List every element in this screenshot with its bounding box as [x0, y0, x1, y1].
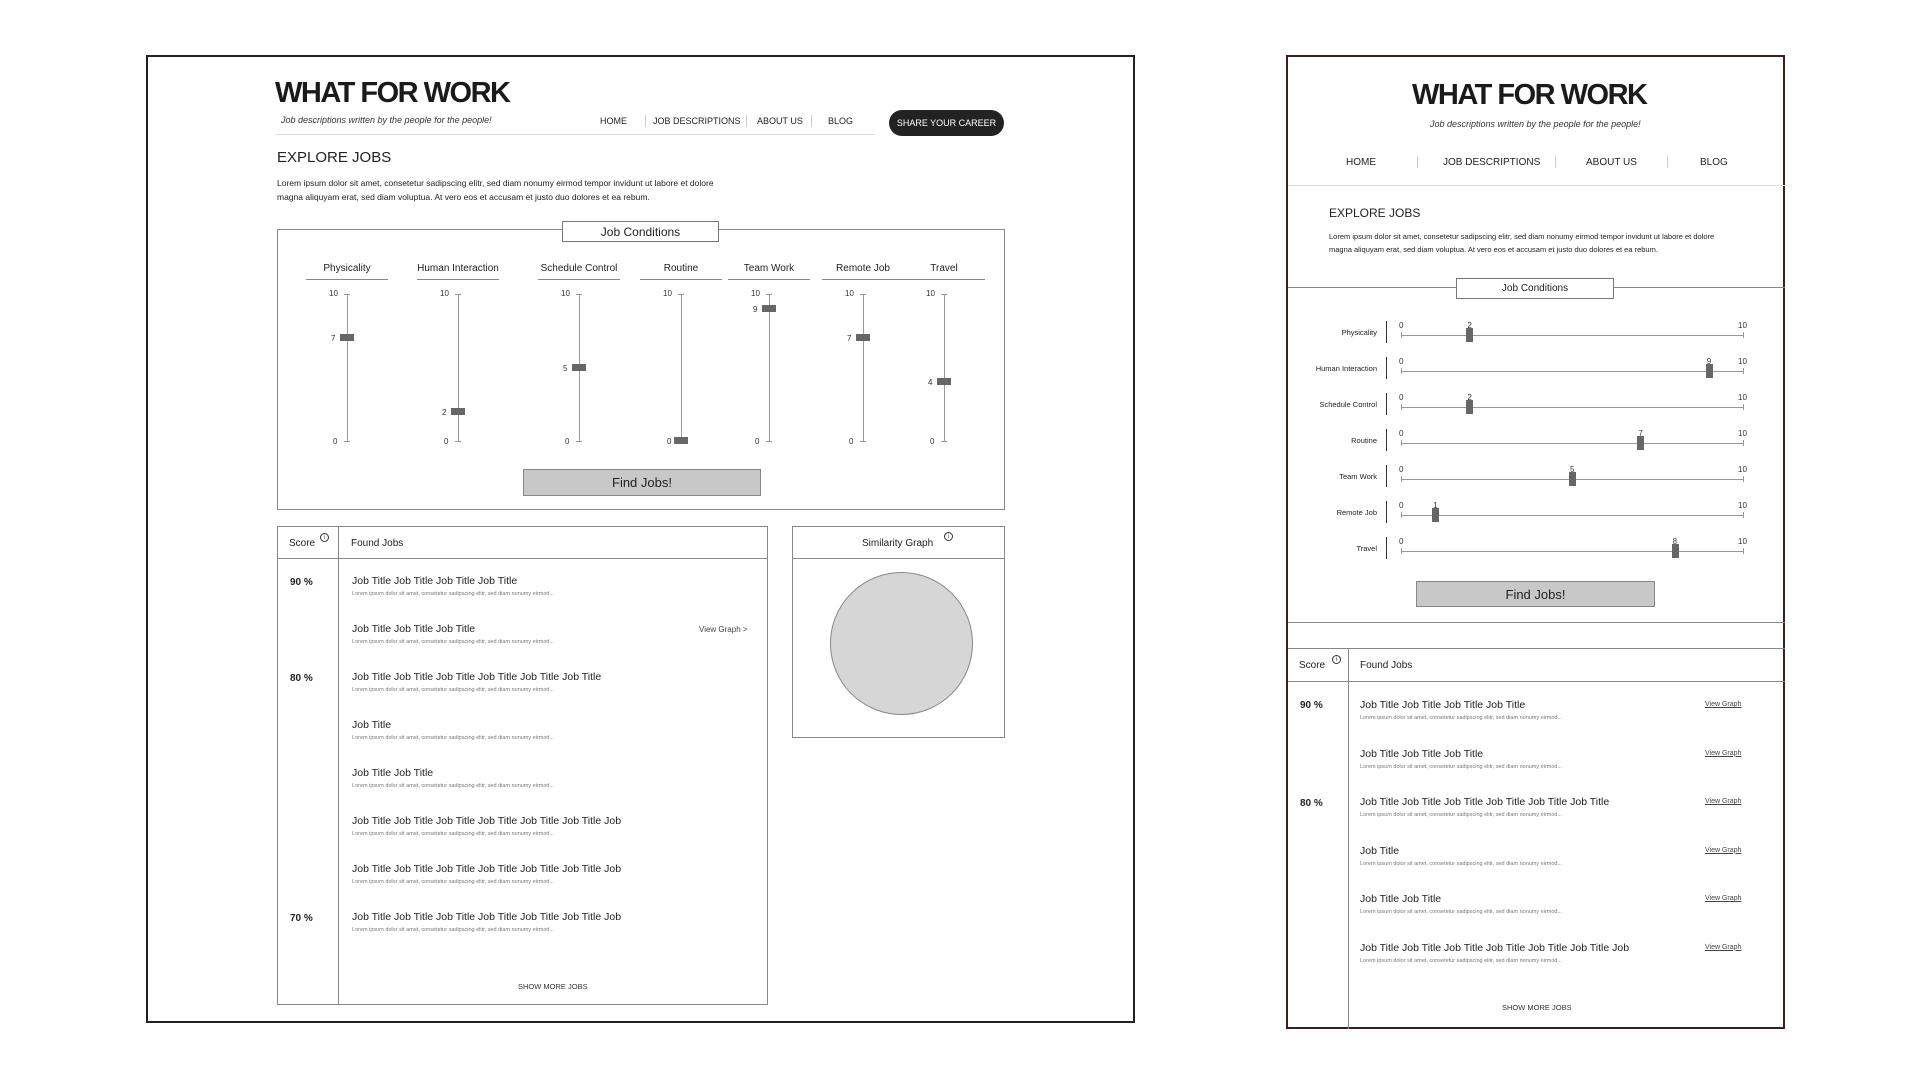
slider-cap — [1743, 440, 1744, 446]
conditions-bottom-divider — [1288, 622, 1785, 623]
nav-divider — [1417, 156, 1418, 168]
slider-value: 2 — [1467, 393, 1472, 402]
slider-max-label: 10 — [845, 289, 854, 298]
slider-label-underline — [417, 279, 499, 280]
slider-min-label: 0 — [1399, 537, 1404, 546]
slider-value: 7 — [847, 334, 852, 344]
nav-blog[interactable]: BLOG — [828, 116, 854, 126]
slider-cap — [1743, 548, 1744, 554]
intro-line: magna aliquyam erat, sed diam voluptua. At vero eos et accusam et justo duo dolores et ea rebum. — [277, 192, 650, 202]
score-value: 90 % — [290, 577, 313, 588]
slider-track — [1401, 551, 1743, 552]
job-title-link[interactable]: Job Title Job Title — [1360, 893, 1442, 905]
slider-track — [347, 294, 348, 441]
slider-label: Team Work — [1339, 472, 1377, 481]
slider-row-divider — [1386, 357, 1387, 379]
job-title-link[interactable]: Job Title Job Title Job Title Job Title Job Title Job Title Job — [352, 911, 622, 923]
nav-about[interactable]: ABOUT US — [1586, 157, 1637, 168]
slider-label-underline — [903, 279, 985, 280]
job-title-link[interactable]: Job Title Job Title Job Title Job Title Job Title Job Title — [1360, 796, 1610, 808]
job-conditions-title: Job Conditions — [1456, 278, 1614, 299]
show-more-jobs-link[interactable]: SHOW MORE JOBS — [518, 982, 588, 991]
header-row-divider — [277, 558, 768, 559]
slider-label: Remote Job — [836, 263, 890, 274]
score-value: 90 % — [1300, 700, 1323, 711]
slider-cap — [766, 294, 772, 295]
logo[interactable]: WHAT FOR WORK — [275, 77, 510, 109]
job-title-link[interactable]: Job Title — [1360, 844, 1400, 857]
slider-min-label: 0 — [333, 437, 338, 446]
slider-min-label: 0 — [1399, 357, 1404, 366]
slider-cap — [860, 294, 866, 295]
logo[interactable]: WHAT FOR WORK — [1412, 79, 1647, 111]
slider-label: Travel — [1356, 544, 1377, 553]
slider-value: 9 — [1706, 357, 1712, 366]
slider-max-label: 10 — [440, 289, 449, 298]
slider-cap — [576, 441, 582, 442]
slider-label-underline — [640, 279, 722, 280]
slider-max-label: 10 — [926, 289, 935, 298]
score-header: Score — [289, 538, 316, 549]
job-description: Lorem ipsum dolor sit amet, consetetur sadipscing elitr, sed diam nonumy eirmod... — [1360, 860, 1563, 867]
slider-cap — [766, 441, 772, 442]
slider-track — [681, 294, 682, 441]
intro-line: Lorem ipsum dolor sit amet, consetetur sadipscing elitr, sed diam nonumy eirmod tempor invidunt ut labore et dolore — [1329, 232, 1715, 241]
slider-handle[interactable] — [1466, 328, 1473, 342]
slider-value: 5 — [563, 363, 568, 373]
slider-handle[interactable] — [762, 305, 776, 312]
slider-label: Physicality — [1341, 328, 1377, 337]
slider-row-divider — [1386, 537, 1387, 559]
job-description: Lorem ipsum dolor sit amet, consetetur sadipscing elitr, sed diam nonumy eirmod... — [352, 879, 555, 885]
slider-cap — [1743, 404, 1744, 410]
find-jobs-button[interactable]: Find Jobs! — [523, 469, 761, 496]
slider-cap — [1401, 512, 1402, 518]
slider-cap — [1401, 332, 1402, 338]
slider-label-underline — [538, 279, 620, 280]
slider-cap — [860, 441, 866, 442]
job-title-link[interactable]: Job Title Job Title Job Title — [1360, 747, 1484, 760]
slider-handle[interactable] — [572, 364, 586, 371]
slider-handle[interactable] — [674, 437, 688, 444]
info-icon[interactable]: i — [320, 533, 329, 542]
view-graph-link[interactable]: View Graph — [1705, 895, 1742, 902]
view-graph-link[interactable]: View Graph — [1705, 943, 1742, 951]
tagline: Job descriptions written by the people for the people! — [1430, 119, 1641, 129]
slider-max-label: 10 — [329, 289, 338, 298]
job-description: Lorem ipsum dolor sit amet, consetetur sadipscing elitr, sed diam nonumy eirmod... — [1360, 909, 1563, 915]
found-jobs-header: Found Jobs — [351, 538, 404, 549]
slider-max-label: 10 — [1738, 501, 1747, 510]
score-value: 70 % — [290, 913, 313, 924]
nav-home[interactable]: HOME — [600, 116, 627, 126]
explore-title: EXPLORE JOBS — [1329, 206, 1421, 220]
slider-max-label: 10 — [1738, 537, 1747, 546]
slider-cap — [455, 294, 461, 295]
job-description: Lorem ipsum dolor sit amet, consetetur sadipscing elitr, sed diam nonumy eirmod... — [352, 927, 555, 933]
slider-track — [944, 294, 945, 441]
slider-value: 7 — [1638, 429, 1643, 438]
slider-value: 1 — [1433, 501, 1438, 510]
slider-handle[interactable] — [937, 378, 951, 385]
slider-value: 9 — [753, 304, 758, 314]
results-table — [277, 526, 768, 1005]
slider-row-divider — [1386, 321, 1387, 343]
nav-divider — [1555, 156, 1556, 168]
job-description: Lorem ipsum dolor sit amet, consetetur sadipscing elitr, sed diam nonumy eirmod... — [352, 735, 555, 741]
job-title-link[interactable]: Job Title — [352, 719, 392, 731]
slider-value: 2 — [442, 407, 447, 417]
job-description: Lorem ipsum dolor sit amet, consetetur sadipscing elitr, sed diam nonumy eirmod... — [1360, 957, 1563, 964]
slider-max-label: 10 — [1738, 321, 1747, 330]
job-description: Lorem ipsum dolor sit amet, consetetur sadipscing elitr, sed diam nonumy eirmod... — [1360, 812, 1563, 818]
slider-min-label: 0 — [755, 437, 760, 446]
slider-label: Routine — [1351, 436, 1377, 445]
slider-label-underline — [822, 279, 904, 280]
slider-row-divider — [1386, 429, 1387, 451]
slider-track — [863, 294, 864, 441]
slider-min-label: 0 — [444, 437, 449, 446]
header-divider — [1288, 185, 1785, 186]
nav-divider — [645, 115, 646, 127]
slider-label: Schedule Control — [1319, 400, 1377, 409]
slider-cap — [455, 441, 461, 442]
intro-line: Lorem ipsum dolor sit amet, consetetur sadipscing elitr, sed diam nonumy eirmod tempor invidunt ut labore et dolore — [277, 178, 714, 188]
slider-track — [769, 294, 770, 441]
slider-label: Routine — [663, 263, 699, 274]
intro-line: magna aliquyam erat, sed diam voluptua. At vero eos et accusam et justo duo dolores et ea rebum. — [1329, 245, 1658, 254]
job-title-link[interactable]: Job Title Job Title Job Title Job Title Job Title Job Title Job — [1360, 941, 1630, 954]
slider-label-underline — [728, 279, 810, 280]
slider-min-label: 0 — [1399, 393, 1404, 402]
explore-intro — [277, 176, 714, 204]
slider-label: Human Interaction — [1315, 364, 1377, 373]
slider-min-label: 0 — [1399, 501, 1404, 510]
slider-min-label: 0 — [667, 437, 672, 446]
slider-track — [1401, 371, 1743, 372]
slider-track — [1401, 407, 1743, 408]
slider-max-label: 10 — [663, 289, 672, 298]
slider-handle[interactable] — [1569, 472, 1576, 486]
view-graph-link[interactable]: View Graph > — [699, 625, 748, 634]
similarity-graph-circle — [830, 572, 973, 715]
slider-value: 5 — [1570, 465, 1575, 474]
slider-handle[interactable] — [1672, 544, 1679, 558]
slider-track — [1401, 335, 1743, 336]
slider-max-label: 10 — [1738, 429, 1747, 438]
slider-cap — [1743, 512, 1744, 518]
slider-label: Schedule Control — [540, 263, 618, 274]
similarity-header-divider — [792, 558, 1005, 559]
slider-min-label: 0 — [849, 437, 854, 446]
find-jobs-button[interactable]: Find Jobs! — [1416, 581, 1655, 607]
nav-blog[interactable]: BLOG — [1700, 157, 1728, 168]
score-column-divider — [1348, 648, 1349, 1029]
slider-label: Human Interaction — [417, 263, 499, 274]
slider-cap — [344, 441, 350, 442]
nav-divider — [746, 115, 747, 127]
info-icon[interactable]: i — [1332, 655, 1341, 664]
view-graph-link[interactable]: View Graph — [1705, 701, 1742, 708]
nav-divider — [811, 115, 812, 127]
slider-cap — [1401, 440, 1402, 446]
score-value: 80 % — [290, 673, 313, 684]
found-jobs-header: Found Jobs — [1360, 660, 1413, 671]
nav-divider — [1667, 156, 1668, 168]
job-conditions-title: Job Conditions — [562, 221, 719, 242]
job-description: Lorem ipsum dolor sit amet, consetetur sadipscing elitr, sed diam nonumy eirmod... — [352, 591, 555, 597]
slider-label: Team Work — [743, 263, 795, 274]
slider-cap — [1401, 548, 1402, 554]
show-more-jobs-link[interactable]: SHOW MORE JOBS — [1502, 1003, 1572, 1012]
slider-label: Physicality — [323, 263, 371, 274]
slider-min-label: 0 — [565, 437, 570, 446]
slider-value: 2 — [1467, 321, 1472, 330]
similarity-graph-title: Similarity Graph — [862, 538, 934, 549]
slider-row-divider — [1386, 393, 1387, 415]
job-title-link[interactable]: Job Title Job Title Job Title Job Title — [352, 575, 518, 587]
slider-cap — [1743, 368, 1744, 374]
header-row-divider — [1288, 681, 1785, 682]
job-title-link[interactable]: Job Title Job Title Job Title Job Title — [1360, 699, 1526, 711]
slider-min-label: 0 — [1399, 321, 1404, 330]
slider-row-divider — [1386, 501, 1387, 523]
view-graph-link[interactable]: View Graph — [1705, 749, 1742, 757]
slider-track — [1401, 443, 1743, 444]
slider-min-label: 0 — [930, 437, 935, 446]
slider-cap — [941, 294, 947, 295]
slider-handle[interactable] — [1637, 436, 1644, 450]
slider-min-label: 0 — [1399, 429, 1404, 438]
desktop-wireframe — [146, 55, 1135, 1023]
slider-row-divider — [1386, 465, 1387, 487]
mobile-wireframe — [1286, 55, 1785, 1029]
explore-intro — [1329, 230, 1714, 256]
slider-label: Travel — [930, 263, 958, 274]
job-title-link[interactable]: Job Title Job Title — [352, 767, 434, 779]
slider-cap — [941, 441, 947, 442]
job-description: Lorem ipsum dolor sit amet, consetetur sadipscing elitr, sed diam nonumy eirmod... — [352, 687, 555, 693]
slider-max-label: 10 — [561, 289, 570, 298]
slider-max-label: 10 — [1738, 393, 1747, 402]
nav-home[interactable]: HOME — [1346, 157, 1376, 168]
slider-cap — [344, 294, 350, 295]
job-title-link[interactable]: Job Title Job Title Job Title Job Title Job Title Job Title — [352, 671, 602, 683]
slider-handle[interactable] — [451, 408, 465, 415]
slider-cap — [1401, 476, 1402, 482]
slider-cap — [1401, 368, 1402, 374]
job-title-link[interactable]: Job Title Job Title Job Title Job Title Job Title Job Title Job — [352, 815, 622, 827]
slider-handle[interactable] — [1706, 364, 1713, 378]
slider-handle[interactable] — [1466, 400, 1473, 414]
slider-cap — [1743, 476, 1744, 482]
slider-cap — [678, 294, 684, 295]
slider-value: 8 — [1672, 537, 1678, 546]
tagline: Job descriptions written by the people for the people! — [281, 115, 492, 125]
slider-max-label: 10 — [1738, 357, 1747, 366]
score-header: Score — [1299, 660, 1326, 671]
slider-handle[interactable] — [1432, 508, 1439, 522]
view-graph-link[interactable]: View Graph — [1705, 798, 1742, 805]
slider-handle[interactable] — [340, 334, 354, 341]
slider-cap — [1401, 404, 1402, 410]
header-divider — [275, 134, 875, 135]
job-description: Lorem ipsum dolor sit amet, consetetur sadipscing elitr, sed diam nonumy eirmod... — [1360, 763, 1563, 770]
score-column-divider — [338, 526, 339, 1005]
slider-handle[interactable] — [856, 334, 870, 341]
slider-max-label: 10 — [751, 289, 760, 298]
slider-track — [458, 294, 459, 441]
slider-value: 4 — [928, 378, 933, 388]
share-career-button[interactable]: SHARE YOUR CAREER — [889, 110, 1004, 136]
nav-job-descriptions[interactable]: JOB DESCRIPTIONS — [1443, 157, 1541, 168]
job-description: Lorem ipsum dolor sit amet, consetetur sadipscing elitr, sed diam nonumy eirmod... — [352, 783, 555, 789]
nav-about[interactable]: ABOUT US — [757, 116, 803, 126]
score-value: 80 % — [1300, 798, 1323, 809]
slider-label: Remote Job — [1336, 508, 1377, 517]
slider-label-underline — [306, 279, 388, 280]
job-title-link[interactable]: Job Title Job Title Job Title Job Title Job Title Job Title Job — [352, 863, 622, 875]
slider-cap — [1743, 332, 1744, 338]
nav-job-descriptions[interactable]: JOB DESCRIPTIONS — [653, 116, 741, 126]
info-icon[interactable]: i — [944, 532, 953, 541]
table-top-divider — [1288, 648, 1785, 649]
job-title-link[interactable]: Job Title Job Title Job Title — [352, 623, 476, 635]
view-graph-link[interactable]: View Graph — [1705, 846, 1742, 854]
slider-cap — [576, 294, 582, 295]
slider-min-label: 0 — [1399, 465, 1404, 474]
slider-max-label: 10 — [1738, 465, 1747, 474]
slider-value: 7 — [331, 334, 336, 344]
job-description: Lorem ipsum dolor sit amet, consetetur sadipscing elitr, sed diam nonumy eirmod... — [1360, 715, 1563, 721]
job-description: Lorem ipsum dolor sit amet, consetetur sadipscing elitr, sed diam nonumy eirmod... — [352, 831, 555, 837]
job-description: Lorem ipsum dolor sit amet, consetetur sadipscing elitr, sed diam nonumy eirmod... — [352, 639, 555, 645]
slider-track — [1401, 515, 1743, 516]
explore-title: EXPLORE JOBS — [277, 149, 392, 166]
